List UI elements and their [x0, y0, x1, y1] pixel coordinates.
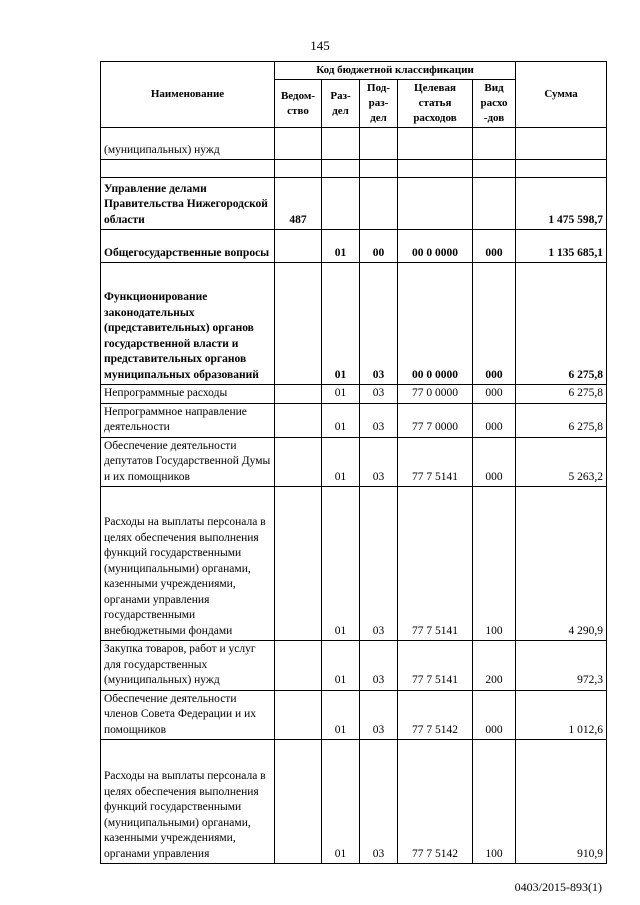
header-podrazdel: Под-раз-дел: [360, 80, 398, 128]
budget-table: [100, 61, 607, 864]
row-vid-cell: 200: [473, 641, 516, 691]
table-row: [101, 641, 607, 691]
row-razdel-cell: 01: [322, 437, 360, 487]
row-name-cell: Обеспечение деятельности депутатов Государственной Думы и их помощников: [101, 437, 275, 487]
row-podrazdel-cell: [360, 178, 398, 230]
row-vedomstvo-cell: [275, 641, 322, 691]
row-celevaya-cell: 77 7 5142: [398, 690, 473, 740]
table-row: [101, 160, 607, 178]
row-razdel-cell: [322, 178, 360, 230]
row-razdel-cell: 01: [322, 403, 360, 437]
row-sum-cell: 1 135 685,1: [516, 230, 607, 263]
row-podrazdel-cell: 03: [360, 487, 398, 641]
row-vedomstvo-cell: [275, 128, 322, 160]
row-razdel-cell: [322, 128, 360, 160]
row-podrazdel-cell: 03: [360, 437, 398, 487]
page-number: 145: [310, 38, 330, 53]
row-vedomstvo-cell: [275, 263, 322, 385]
row-razdel-cell: 01: [322, 230, 360, 263]
row-vedomstvo-cell: [275, 385, 322, 404]
row-vid-cell: [473, 160, 516, 178]
row-sum-cell: [516, 128, 607, 160]
row-celevaya-cell: 77 7 0000: [398, 403, 473, 437]
header-vid: Вид расхо -дов: [473, 80, 516, 128]
row-razdel-cell: [322, 160, 360, 178]
row-podrazdel-cell: 03: [360, 690, 398, 740]
table-row: [101, 403, 607, 437]
row-celevaya-cell: 00 0 0000: [398, 230, 473, 263]
row-vid-cell: 100: [473, 740, 516, 864]
row-razdel-cell: 01: [322, 385, 360, 404]
row-name-cell: Непрограммные расходы: [101, 385, 275, 404]
row-vid-cell: [473, 178, 516, 230]
row-name-cell: Расходы на выплаты персонала в целях обеспечения выполнения функций государственными (муниципальными) органами, казенными учреждениями, органами управления: [101, 740, 275, 864]
row-sum-cell: 910,9: [516, 740, 607, 864]
row-vid-cell: 000: [473, 230, 516, 263]
row-celevaya-cell: 77 7 5141: [398, 641, 473, 691]
row-vid-cell: 000: [473, 403, 516, 437]
row-sum-cell: 6 275,8: [516, 263, 607, 385]
row-celevaya-cell: [398, 160, 473, 178]
row-podrazdel-cell: [360, 128, 398, 160]
table-row: [101, 263, 607, 385]
row-sum-cell: [516, 160, 607, 178]
row-sum-cell: 5 263,2: [516, 437, 607, 487]
row-celevaya-cell: [398, 128, 473, 160]
row-sum-cell: 6 275,8: [516, 385, 607, 404]
row-vid-cell: 000: [473, 690, 516, 740]
header-vedomstvo: Ведом-ство: [275, 80, 322, 128]
table-body: [101, 128, 607, 864]
row-vedomstvo-cell: [275, 740, 322, 864]
row-razdel-cell: 01: [322, 487, 360, 641]
row-podrazdel-cell: 03: [360, 740, 398, 864]
row-vid-cell: 000: [473, 263, 516, 385]
row-name-cell: Обеспечение деятельности членов Совета Федерации и их помощников: [101, 690, 275, 740]
row-podrazdel-cell: 00: [360, 230, 398, 263]
row-name-cell: Расходы на выплаты персонала в целях обеспечения выполнения функций государственными (муниципальными) органами, казенными учреждениями, органами управления государственными внебюджетными фондами: [101, 487, 275, 641]
table-row: [101, 230, 607, 263]
row-razdel-cell: 01: [322, 641, 360, 691]
row-vid-cell: 100: [473, 487, 516, 641]
row-name-cell: Управление делами Правительства Нижегородской области: [101, 178, 275, 230]
table-row: [101, 740, 607, 864]
row-vid-cell: 000: [473, 385, 516, 404]
row-vedomstvo-cell: [275, 230, 322, 263]
header-code-group: Код бюджетной классификации: [275, 62, 516, 80]
row-name-cell: (муниципальных) нужд: [101, 128, 275, 160]
row-sum-cell: 1 475 598,7: [516, 178, 607, 230]
row-vid-cell: [473, 128, 516, 160]
row-podrazdel-cell: 03: [360, 263, 398, 385]
row-razdel-cell: 01: [322, 740, 360, 864]
row-razdel-cell: 01: [322, 263, 360, 385]
row-razdel-cell: 01: [322, 690, 360, 740]
table-row: [101, 437, 607, 487]
header-sum: Сумма: [516, 62, 607, 128]
row-sum-cell: 6 275,8: [516, 403, 607, 437]
row-sum-cell: 1 012,6: [516, 690, 607, 740]
row-sum-cell: 972,3: [516, 641, 607, 691]
header-name: Наименование: [101, 62, 275, 128]
table-row: [101, 690, 607, 740]
row-vedomstvo-cell: [275, 437, 322, 487]
document-footer-code: 0403/2015-893(1): [514, 880, 602, 894]
row-celevaya-cell: 77 0 0000: [398, 385, 473, 404]
table-row: [101, 128, 607, 160]
row-celevaya-cell: 77 7 5142: [398, 740, 473, 864]
header-celevaya: Целевая статья расходов: [398, 80, 473, 128]
table-row: [101, 385, 607, 404]
row-podrazdel-cell: 03: [360, 641, 398, 691]
row-celevaya-cell: 77 7 5141: [398, 437, 473, 487]
row-name-cell: [101, 160, 275, 178]
table-row: [101, 487, 607, 641]
row-celevaya-cell: 00 0 0000: [398, 263, 473, 385]
row-podrazdel-cell: 03: [360, 403, 398, 437]
row-celevaya-cell: [398, 178, 473, 230]
table-row: [101, 178, 607, 230]
row-vedomstvo-cell: [275, 690, 322, 740]
row-celevaya-cell: 77 7 5141: [398, 487, 473, 641]
row-vedomstvo-cell: [275, 403, 322, 437]
row-podrazdel-cell: 03: [360, 385, 398, 404]
header-razdel: Раз-дел: [322, 80, 360, 128]
row-name-cell: Закупка товаров, работ и услуг для государственных (муниципальных) нужд: [101, 641, 275, 691]
row-vedomstvo-cell: [275, 160, 322, 178]
row-name-cell: Непрограммное направление деятельности: [101, 403, 275, 437]
row-name-cell: Функционирование законодательных (представительных) органов государственной власти и представительных органов муниципальных образований: [101, 263, 275, 385]
row-sum-cell: 4 290,9: [516, 487, 607, 641]
row-vedomstvo-cell: [275, 487, 322, 641]
row-name-cell: Общегосударственные вопросы: [101, 230, 275, 263]
row-vid-cell: 000: [473, 437, 516, 487]
row-podrazdel-cell: [360, 160, 398, 178]
row-vedomstvo-cell: 487: [275, 178, 322, 230]
